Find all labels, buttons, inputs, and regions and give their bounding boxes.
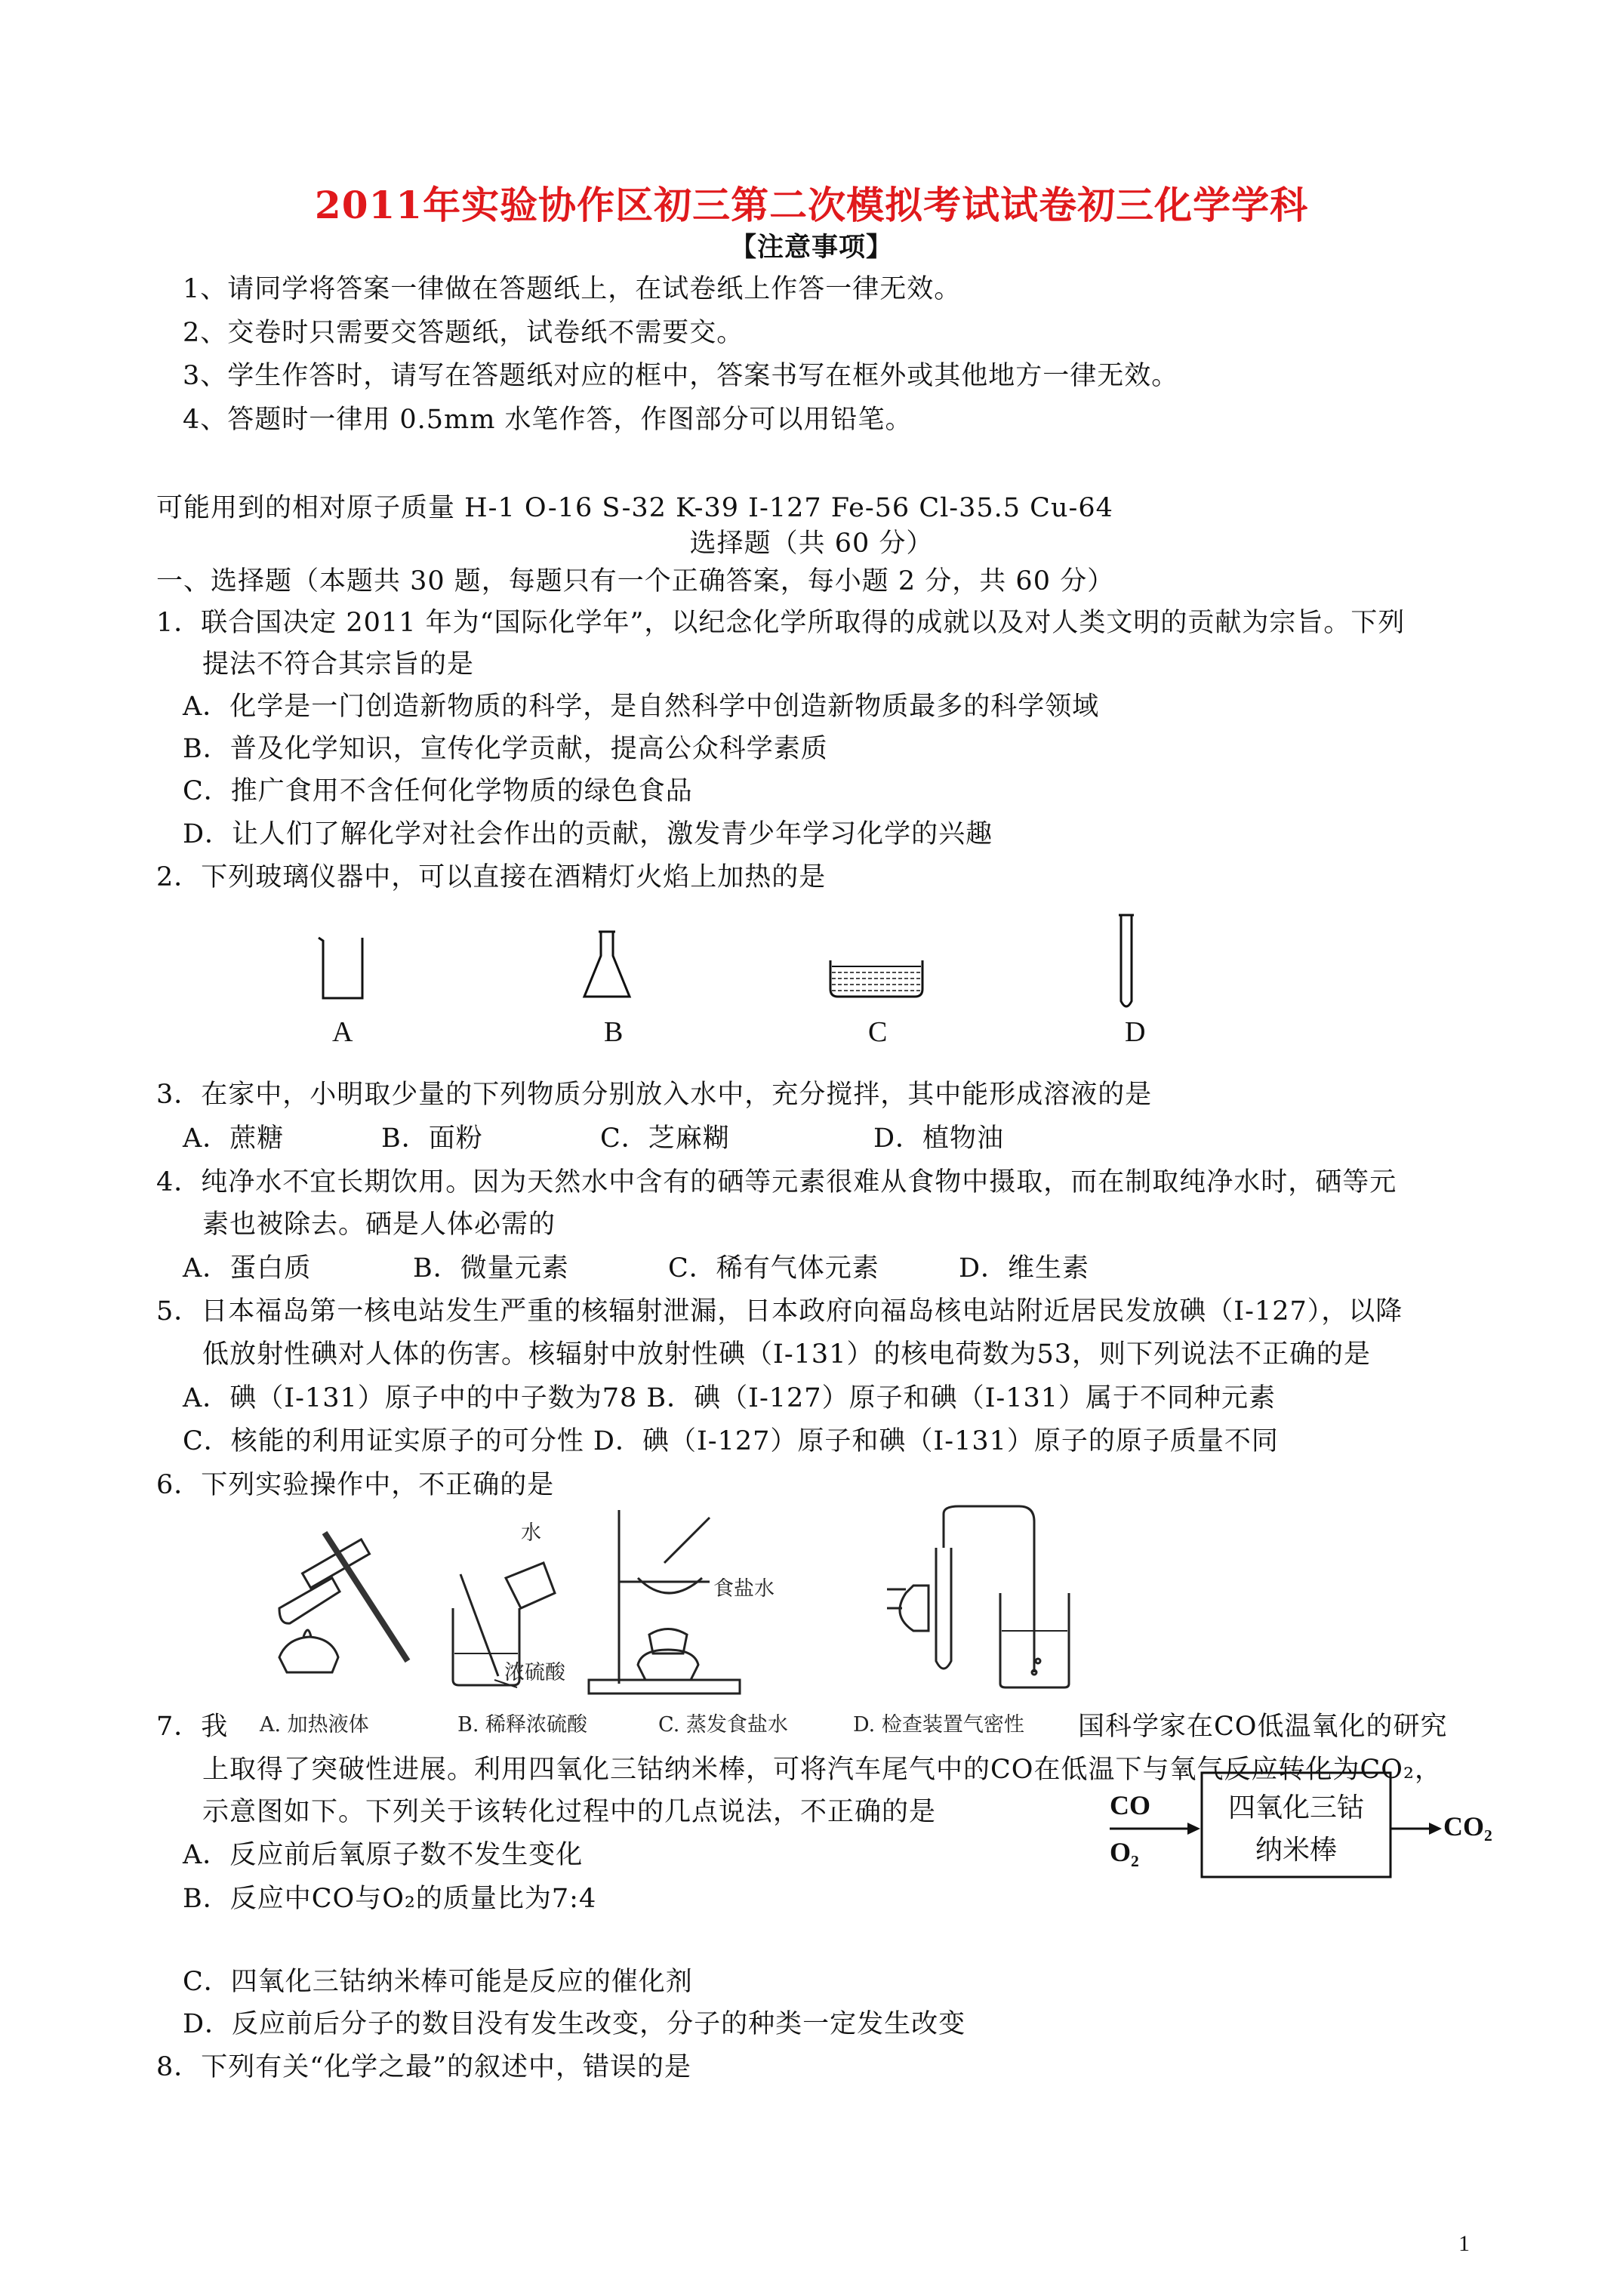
q8-stem: 8．下列有关“化学之最”的叙述中，错误的是 <box>156 2052 692 2082</box>
q7-stem-cont: 上取得了突破性进展。利用四氧化三钴纳米棒，可将汽车尾气中的CO在低温下与氧气反应转化为CO₂， <box>202 1755 1442 1785</box>
notice-heading: 【注意事项】 <box>729 232 893 263</box>
q5-options-ab: A．碘（I-131）原子中的中子数为78 B．碘（I-127）原子和碘（I-131）属于不同种元素 <box>183 1383 1277 1413</box>
diagram-output-co2: CO₂ <box>1443 1811 1492 1841</box>
dish-icon <box>830 960 922 997</box>
q1-option-a: A．化学是一门创造新物质的科学，是自然科学中创造新物质最多的科学领域 <box>183 692 1100 722</box>
acid-label: 浓硫酸 <box>504 1661 565 1684</box>
q3-option-a: A．蔗糖 <box>183 1123 285 1154</box>
lab-operations-figure <box>257 1502 1132 1706</box>
conical-flask-icon <box>584 932 630 997</box>
notice-item: 2、交卷时只需要交答题纸，试卷纸不需要交。 <box>183 318 744 348</box>
q4-option-c: C．稀有气体元素 <box>668 1253 879 1284</box>
q6-caption-a: A. 加热液体 <box>260 1713 369 1737</box>
test-tube-icon <box>1119 915 1134 1006</box>
q4-stem-cont: 素也被除去。硒是人体必需的 <box>202 1210 556 1240</box>
page-title: 2011年实验协作区初三第二次模拟考试试卷初三化学学科 <box>314 183 1309 227</box>
brine-label: 食盐水 <box>713 1577 775 1601</box>
q5-stem: 5．日本福岛第一核电站发生严重的核辐射泄漏，日本政府向福岛核电站附近居民发放碘（I-127），以降 <box>156 1296 1403 1327</box>
q1-option-c: C．推广食用不含任何化学物质的绿色食品 <box>183 776 693 806</box>
q3-stem: 3．在家中，小明取少量的下列物质分别放入水中，充分搅拌，其中能形成溶液的是 <box>156 1080 1153 1110</box>
section-heading: 选择题（共 60 分） <box>689 529 934 559</box>
q1-option-b: B．普及化学知识，宣传化学贡献，提高公众科学素质 <box>183 734 828 764</box>
heating-liquid-icon <box>279 1533 408 1672</box>
q5-stem-cont: 低放射性碘对人体的伤害。核辐射中放射性碘（I-131）的核电荷数为53，则下列说法不正确的是 <box>202 1339 1371 1370</box>
catalyst-label-line1: 四氧化三钴 <box>1227 1792 1364 1823</box>
q6-caption-d: D. 检查装置气密性 <box>853 1713 1024 1737</box>
evaporation-icon <box>589 1510 740 1693</box>
option-label: D <box>1125 1016 1146 1048</box>
q7-option-c: C．四氧化三钴纳米棒可能是反应的催化剂 <box>183 1967 693 1997</box>
diagram-input-co: CO <box>1110 1790 1150 1820</box>
atomic-masses: 可能用到的相对原子质量 H-1 O-16 S-32 K-39 I-127 Fe-56 Cl-35.5 Cu-64 <box>156 493 1113 523</box>
q4-option-d: D．维生素 <box>959 1253 1090 1284</box>
q4-option-b: B．微量元素 <box>413 1253 569 1284</box>
page-number: 1 <box>1458 2231 1470 2256</box>
glassware-figure <box>287 906 1238 1057</box>
notice-item: 3、学生作答时，请写在答题纸对应的框中，答案书写在框外或其他地方一律无效。 <box>183 361 1179 391</box>
catalyst-label-line2: 纳米棒 <box>1255 1835 1337 1866</box>
q1-option-d: D．让人们了解化学对社会作出的贡献，激发青少年学习化学的兴趣 <box>183 819 993 849</box>
airtightness-check-icon <box>887 1506 1069 1687</box>
q7-option-d: D．反应前后分子的数目没有发生改变，分子的种类一定发生改变 <box>183 2009 966 2039</box>
q7-stem-cont: 示意图如下。下列关于该转化过程中的几点说法，不正确的是 <box>202 1797 937 1827</box>
notice-item: 1、请同学将答案一律做在答题纸上，在试卷纸上作答一律无效。 <box>183 274 962 304</box>
q1-stem: 1．联合国决定 2011 年为“国际化学年”，以纪念化学所取得的成就以及对人类文明的贡献为宗旨。下列 <box>156 608 1406 638</box>
option-label: A <box>332 1016 353 1048</box>
water-label: 水 <box>521 1521 541 1545</box>
q6-stem: 6．下列实验操作中，不正确的是 <box>156 1470 555 1500</box>
q7-stem-end: 国科学家在CO低温氧化的研究 <box>1078 1712 1448 1742</box>
q2-stem: 2．下列玻璃仪器中，可以直接在酒精灯火焰上加热的是 <box>156 862 827 892</box>
q4-stem: 4．纯净水不宜长期饮用。因为天然水中含有的硒等元素很难从食物中摄取，而在制取纯净水时，硒等元 <box>156 1167 1397 1197</box>
q7-option-a: A．反应前后氧原子数不发生变化 <box>183 1840 584 1870</box>
option-label: B <box>604 1016 624 1048</box>
q6-caption-c: C. 蒸发食盐水 <box>658 1713 788 1737</box>
notice-item: 4、答题时一律用 0.5mm 水笔作答，作图部分可以用铅笔。 <box>183 405 913 435</box>
beaker-icon <box>319 938 362 998</box>
q5-options-cd: C．核能的利用证实原子的可分性 D．碘（I-127）原子和碘（I-131）原子的原子质量不同 <box>183 1426 1279 1456</box>
q3-option-c: C．芝麻糊 <box>600 1123 730 1154</box>
q4-option-a: A．蛋白质 <box>183 1253 312 1284</box>
option-label: C <box>868 1016 888 1048</box>
q7-option-b: B．反应中CO与O₂的质量比为7:4 <box>183 1884 597 1914</box>
diagram-input-o2: O₂ <box>1110 1837 1139 1867</box>
q3-option-d: D．植物油 <box>873 1123 1005 1154</box>
arrow-head-icon <box>1187 1823 1200 1835</box>
q7-stem-start: 7．我 <box>156 1712 229 1742</box>
q1-stem-cont: 提法不符合其宗旨的是 <box>202 649 475 680</box>
arrow-head-icon <box>1429 1823 1442 1835</box>
section-instructions: 一、选择题（本题共 30 题，每题只有一个正确答案，每小题 2 分，共 60 分） <box>156 566 1115 596</box>
q6-caption-b: B. 稀释浓硫酸 <box>457 1713 588 1737</box>
q3-option-b: B．面粉 <box>381 1123 483 1154</box>
